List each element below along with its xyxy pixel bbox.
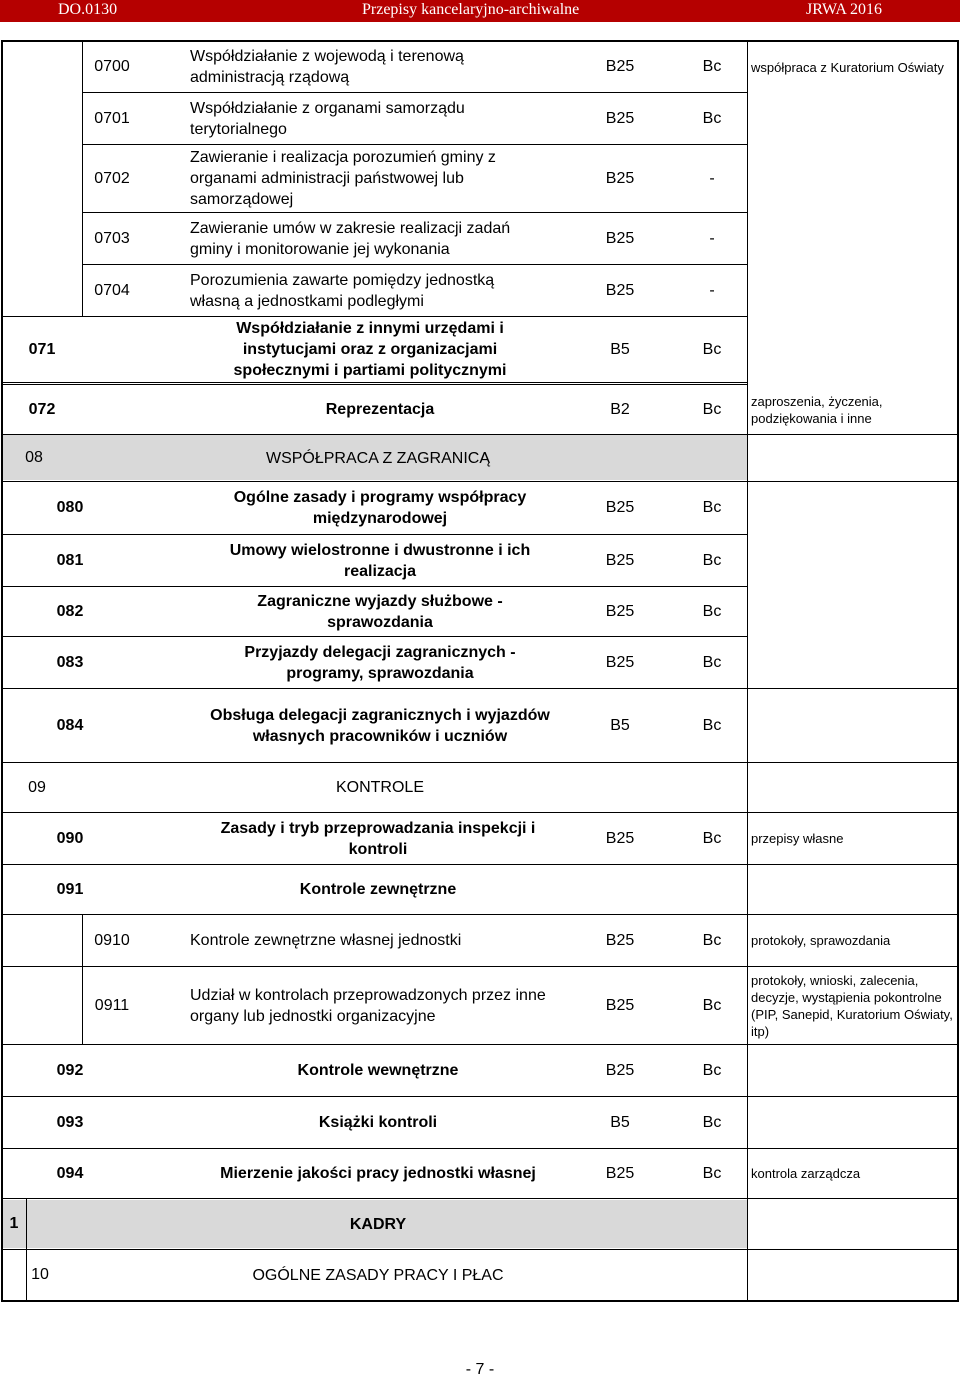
row-description: Przyjazdy delegacji zagranicznych - programy, sprawozdania — [244, 643, 516, 682]
row-category-other: Bc — [702, 996, 722, 1014]
row-category-other: - — [709, 281, 715, 299]
row-note: współpraca z Kuratorium Oświaty — [751, 59, 944, 75]
row-category: B25 — [605, 281, 635, 299]
table-row — [0, 813, 960, 864]
table-row — [0, 1250, 960, 1300]
row-description: Umowy wielostronne i dwustronne i ich realizacja — [229, 541, 531, 580]
table-row — [0, 317, 960, 382]
row-category-other: Bc — [702, 931, 722, 949]
row-category: B25 — [605, 1061, 635, 1079]
row-category-other: - — [709, 169, 715, 187]
row-category-other: Bc — [702, 1113, 722, 1131]
table-row — [0, 915, 960, 966]
row-note: protokoły, sprawozdania — [751, 933, 891, 948]
row-description: Współdziałanie z innymi urzędami i instytucjami oraz z organizacjami społecznymi i partiami politycznymi — [233, 320, 507, 379]
row-category: B25 — [605, 551, 635, 569]
row-category-other: Bc — [702, 551, 722, 569]
row-category: B25 — [605, 829, 635, 847]
table-row — [0, 145, 960, 212]
row-category-other: Bc — [702, 653, 722, 671]
group-title: KADRY — [349, 1215, 407, 1233]
row-code: 0702 — [94, 169, 130, 187]
table-row — [0, 385, 960, 434]
table-row — [0, 689, 960, 762]
row-code: 080 — [56, 499, 84, 516]
row-code: 072 — [28, 400, 56, 418]
row-category-other: Bc — [702, 340, 722, 358]
row-description: Udział w kontrolach przeprowadzonych przez inne organy lub jednostki organizacyjne — [190, 986, 546, 1025]
row-code: 093 — [56, 1113, 84, 1131]
row-category: B25 — [605, 229, 635, 247]
row-description: Zawieranie umów w zakresie realizacji zadań gminy i monitorowanie jej wykonania — [190, 219, 511, 258]
row-note: protokoły, wnioski, zalecenia, decyzje, wystąpienia pokontrolne (PIP, Sanepid, Kuratorium Oświaty, itp) — [751, 972, 953, 1039]
row-category-other: Bc — [702, 400, 722, 418]
row-description: OGÓLNE ZASADY PRACY I PŁAC — [252, 1266, 504, 1284]
row-code: 094 — [56, 1164, 84, 1182]
group-code: 08 — [25, 449, 43, 466]
row-description: Kontrole wewnętrzne — [297, 1062, 459, 1079]
row-code: 082 — [56, 602, 84, 620]
table-row — [0, 637, 960, 688]
row-category: B25 — [605, 58, 635, 75]
row-code: 0701 — [94, 109, 130, 127]
row-category: B25 — [605, 169, 635, 187]
row-note: kontrola zarządcza — [751, 1166, 861, 1181]
row-description: Książki kontroli — [318, 1114, 438, 1131]
row-code: 090 — [56, 829, 84, 847]
row-description: Współdziałanie z wojewodą i terenową administracją rządową — [190, 48, 464, 86]
row-category: B25 — [605, 109, 635, 127]
group-code: 1 — [9, 1215, 19, 1232]
table-row — [0, 865, 960, 914]
row-description: Ogólne zasady i programy współpracy międzynarodowej — [233, 489, 527, 527]
row-code: 071 — [28, 340, 56, 358]
table-row — [0, 93, 960, 144]
row-category: B25 — [605, 653, 635, 671]
table-row — [0, 587, 960, 636]
row-code: 10 — [31, 1266, 49, 1283]
row-category: B25 — [605, 499, 635, 516]
row-description: Zasady i tryb przeprowadzania inspekcji i kontroli — [220, 819, 536, 858]
row-category: B25 — [605, 602, 635, 620]
row-code: 081 — [56, 551, 84, 569]
group-row — [0, 763, 960, 812]
row-note: przepisy własne — [751, 831, 844, 846]
row-category-other: Bc — [702, 1164, 722, 1182]
row-code: 084 — [56, 716, 84, 734]
table-row — [0, 265, 960, 316]
row-description: Zawieranie i realizacja porozumień gminy z organami administracji państwowej lub samorządowej — [190, 149, 496, 208]
row-category: B5 — [610, 716, 630, 734]
table-row — [0, 1097, 960, 1148]
row-code: 0911 — [94, 996, 130, 1014]
row-code: 091 — [56, 880, 84, 898]
row-description: Współdziałanie z organami samorządu terytorialnego — [190, 99, 465, 138]
row-category-other: Bc — [702, 602, 722, 620]
row-description: Kontrole zewnętrzne — [299, 881, 457, 898]
row-code: 092 — [56, 1061, 84, 1079]
row-description: Mierzenie jakości pracy jednostki własnej — [220, 1165, 536, 1182]
page-number: - 7 - — [465, 1361, 495, 1378]
row-category: B5 — [610, 340, 630, 358]
table-row — [0, 213, 960, 264]
row-code: 0700 — [94, 58, 130, 75]
group-code: 09 — [28, 778, 46, 796]
table-row — [0, 1149, 960, 1198]
row-description: Zagraniczne wyjazdy służbowe - sprawozdania — [257, 592, 503, 631]
row-category-other: - — [709, 229, 715, 247]
table-row — [0, 482, 960, 534]
document-edition: JRWA 2016 — [806, 1, 883, 18]
document-title: Przepisy kancelaryjno-archiwalne — [362, 1, 580, 18]
row-category: B5 — [610, 1113, 630, 1131]
row-description: Obsługa delegacji zagranicznych i wyjazdów własnych pracowników i uczniów — [210, 706, 550, 745]
row-code: 083 — [56, 653, 84, 671]
group-row — [0, 435, 960, 481]
row-category: B2 — [610, 400, 630, 418]
row-category-other: Bc — [702, 109, 722, 127]
group-row — [0, 1199, 960, 1249]
row-category-other: Bc — [702, 58, 722, 75]
row-description: Kontrole zewnętrzne własnej jednostki — [190, 932, 462, 949]
row-category-other: Bc — [702, 829, 722, 847]
table-row — [0, 42, 960, 92]
row-description: Porozumienia zawarte pomiędzy jednostką własną a jednostkami podległymi — [190, 271, 495, 310]
group-title: WSPÓŁPRACA Z ZAGRANICĄ — [265, 449, 491, 467]
row-category: B25 — [605, 996, 635, 1014]
table-row — [0, 967, 960, 1044]
row-category: B25 — [605, 931, 635, 949]
row-category-other: Bc — [702, 716, 722, 734]
document-code: DO.0130 — [58, 1, 118, 18]
page-header — [0, 0, 960, 22]
row-code: 0704 — [94, 281, 130, 299]
table-row — [0, 535, 960, 586]
row-code: 0703 — [94, 229, 130, 247]
row-note: zaproszenia, życzenia, podziękowania i inne — [751, 393, 883, 426]
table-row — [0, 1045, 960, 1096]
row-category-other: Bc — [702, 1061, 722, 1079]
row-category: B25 — [605, 1164, 635, 1182]
row-code: 0910 — [94, 931, 130, 949]
group-title: KONTROLE — [335, 779, 424, 796]
row-description: Reprezentacja — [325, 401, 435, 418]
row-category-other: Bc — [702, 499, 722, 516]
